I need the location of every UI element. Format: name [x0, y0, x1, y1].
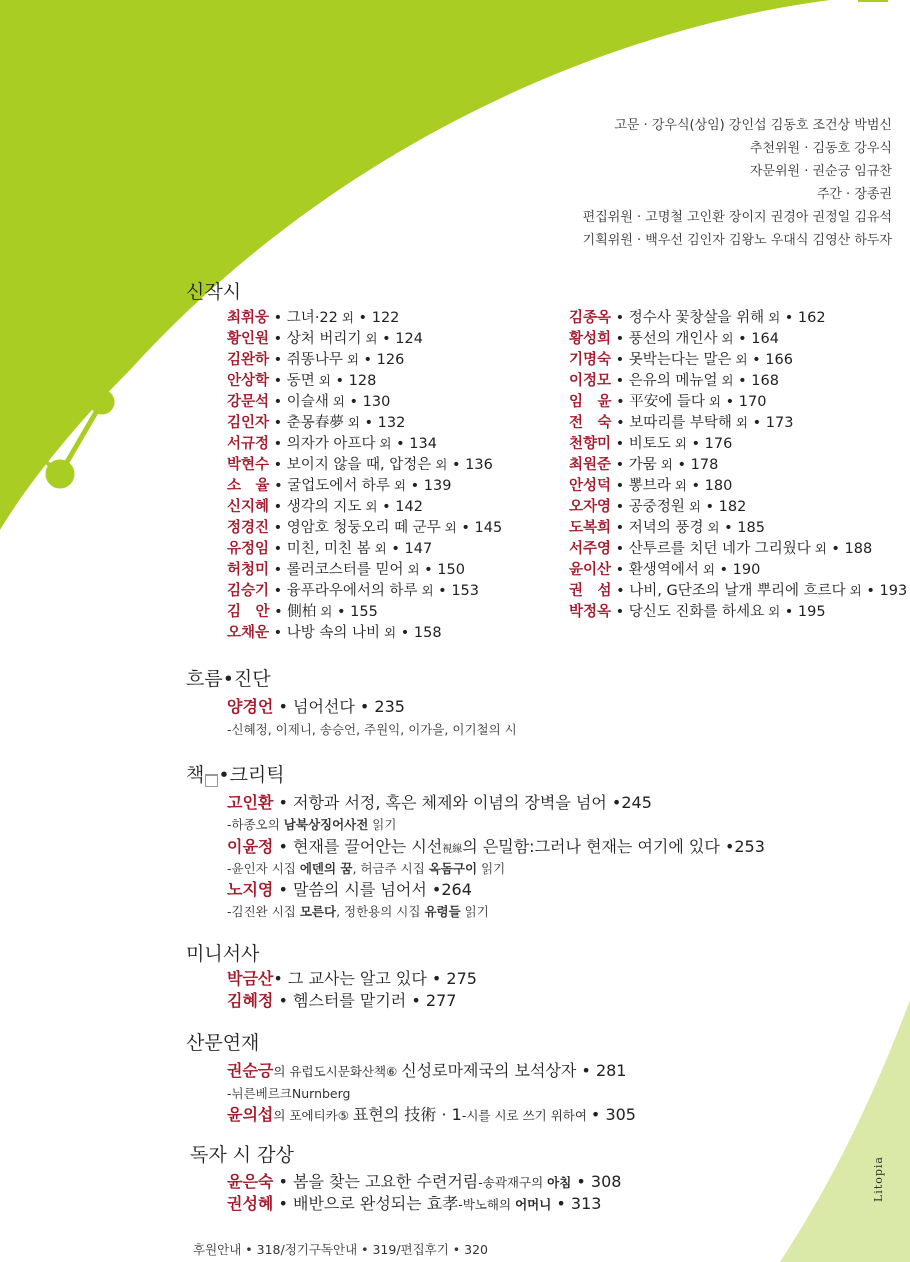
toc-entry[interactable]: [569, 370, 907, 391]
page-number: • 130: [344, 394, 391, 410]
entry-title: • 의자가 아프다: [269, 436, 376, 452]
toc-entry[interactable]: [569, 391, 907, 412]
author-name: 권순긍: [227, 1061, 274, 1080]
staff-list: [583, 114, 892, 252]
light-green-corner-shape: [780, 1000, 910, 1262]
book-title: 아침: [547, 1175, 572, 1190]
wae-label: 외: [417, 583, 434, 598]
entry-title: • 배반으로 완성되는 효孝: [273, 1194, 459, 1213]
wae-label: 외: [370, 541, 387, 556]
toc-entry[interactable]: [227, 580, 502, 601]
toc-entry[interactable]: [227, 559, 502, 580]
toc-entry[interactable]: [569, 475, 907, 496]
wae-label: 외: [380, 625, 397, 640]
entry-title: • 동면: [269, 373, 315, 389]
entry-title: • 보이지 않을 때, 압정은: [269, 457, 432, 473]
page-number: • 188: [826, 541, 873, 557]
staff-line: 자문위원 · 권순긍 임규찬: [749, 164, 892, 179]
page-number: • 124: [377, 331, 423, 347]
staff-line: 추천위원 · 김동호 강우식: [749, 141, 892, 156]
page-number: • 308: [571, 1172, 622, 1191]
toc-entry[interactable]: [569, 517, 907, 538]
author-name: 김 안: [227, 604, 270, 620]
page-number: • 173: [748, 415, 794, 431]
author-name: 도복희: [569, 520, 612, 536]
toc-entry[interactable]: [569, 307, 907, 328]
subtitle-text: , 정한용의 시집: [336, 904, 425, 919]
wae-label: 외: [361, 499, 378, 514]
toc-entry[interactable]: [227, 1169, 621, 1192]
wae-label: 외: [314, 373, 331, 388]
wae-label: 외: [670, 478, 687, 493]
author-name: 윤은숙: [227, 1172, 274, 1191]
page-number: • 155: [332, 604, 378, 620]
page-number: • 126: [358, 352, 405, 368]
page-number: • 136: [447, 457, 493, 473]
wae-label: 외: [342, 352, 359, 367]
particle: 의: [273, 1108, 290, 1123]
author-name: 김혜정: [227, 991, 274, 1010]
staff-line: 주간 · 장종권: [816, 187, 892, 202]
author-name: 최휘웅: [227, 310, 270, 326]
book-title: 에덴의 꿈: [299, 861, 353, 876]
toc-entry[interactable]: [227, 349, 502, 370]
page-number: • 134: [391, 436, 437, 452]
entry-title: • 말씀의 시를 넘어서: [273, 880, 432, 899]
wae-label: 외: [764, 310, 781, 325]
poems-right-column: [569, 307, 907, 622]
toc-entry[interactable]: [227, 694, 405, 717]
page-number: • 235: [359, 697, 405, 716]
brand-text: Litopia: [872, 1156, 885, 1202]
author-name: 박정옥: [569, 604, 612, 620]
toc-entry[interactable]: [227, 517, 502, 538]
toc-entry[interactable]: [569, 496, 907, 517]
entry-title: • 헴스터를 맡기러: [273, 991, 412, 1010]
subtitle-text: , 허금주 시집: [352, 861, 429, 876]
page-number: • 139: [406, 478, 452, 494]
page-number: • 195: [780, 604, 826, 620]
entry-title: • 쥐똥나무: [269, 352, 343, 368]
toc-entry[interactable]: [569, 538, 907, 559]
page-number: •253: [724, 837, 765, 856]
entry-subtitle-inline: -박노해의: [458, 1197, 516, 1212]
entry-title: • 저녁의 풍경: [611, 520, 704, 536]
particle: 의: [273, 1064, 290, 1079]
entry-title: • 이슬새: [269, 394, 329, 410]
wae-label: 외: [403, 562, 420, 577]
entry-title: • 풍선의 개인사: [611, 331, 718, 347]
entry-title: • 못박는다는 말은: [611, 352, 732, 368]
author-name: 전 숙: [569, 415, 612, 431]
wae-label: 외: [440, 520, 457, 535]
wae-label: 외: [343, 415, 360, 430]
section-title-prefix: 책: [186, 764, 205, 786]
entry-title: • 뽕브라: [611, 478, 671, 494]
book-title: 유령들: [424, 904, 461, 919]
toc-entry[interactable]: [227, 391, 502, 412]
entry-subtitle: [227, 902, 489, 920]
entry-title: • 側柏: [269, 604, 317, 620]
page-number: • 122: [353, 310, 400, 326]
entry-title: • 나방 속의 나비: [269, 625, 381, 641]
entry-title: • 춘몽春夢: [269, 415, 344, 431]
toc-entry[interactable]: [227, 370, 502, 391]
wae-label: 외: [704, 394, 721, 409]
author-name: 안상학: [227, 373, 270, 389]
author-name: 천향미: [569, 436, 612, 452]
page-number: • 178: [672, 457, 719, 473]
toc-entry[interactable]: [227, 1191, 601, 1214]
entry-title: • 넘어선다: [273, 697, 360, 716]
entry-title: • 생각의 지도: [269, 499, 362, 515]
page-number: • 145: [456, 520, 503, 536]
toc-entry[interactable]: [227, 988, 456, 1011]
subtitle-text: -윤인자 시집: [227, 861, 300, 876]
author-name: 신지혜: [227, 499, 270, 515]
entry-title: • 그녀·22: [269, 310, 338, 326]
page-number: • 162: [780, 310, 826, 326]
toc-entry[interactable]: [569, 580, 907, 601]
entry-title-cont: 의 은밀함:그러나 현재는 여기에 있다: [462, 837, 725, 856]
toc-entry[interactable]: [227, 538, 502, 559]
wae-label: 외: [670, 436, 687, 451]
entry-title: • 융푸라우에서의 하루: [269, 583, 418, 599]
page-number: • 281: [581, 1061, 627, 1080]
entry-title: • 보따리를 부탁해: [611, 415, 732, 431]
toc-entry[interactable]: [569, 349, 907, 370]
wae-label: 외: [337, 310, 354, 325]
subtitle-text: -김진완 시집: [227, 904, 300, 919]
author-name: 최원준: [569, 457, 612, 473]
wae-label: 외: [698, 562, 715, 577]
entry-title: 표현의 技術 · 1: [352, 1105, 462, 1124]
top-right-mark: [858, 0, 888, 2]
wae-label: 외: [717, 331, 734, 346]
author-name: 이윤정: [227, 837, 274, 856]
page-number: • 313: [551, 1194, 602, 1213]
author-name: 허청미: [227, 562, 270, 578]
toc-entry[interactable]: [569, 412, 907, 433]
author-name: 기명숙: [569, 352, 612, 368]
toc-entry[interactable]: [227, 966, 477, 989]
page-number: • 153: [433, 583, 479, 599]
page-number: • 176: [686, 436, 733, 452]
toc-entry[interactable]: [227, 790, 652, 813]
wae-label: 외: [328, 394, 345, 409]
author-name: 고인환: [227, 793, 274, 812]
wae-label: 외: [389, 478, 407, 493]
author-name: 김완하: [227, 352, 270, 368]
wae-label: 외: [731, 415, 749, 430]
toc-entry[interactable]: [227, 412, 502, 433]
author-name: 안성덕: [569, 478, 612, 494]
author-name: 노지영: [227, 880, 274, 899]
page-number: • 185: [719, 520, 765, 536]
toc-entry[interactable]: [227, 328, 502, 349]
section-title-prose: 산문연재: [186, 1032, 260, 1054]
series-name: 포에티카⑤: [289, 1108, 353, 1123]
section-title-book: 책 •크리틱: [186, 764, 285, 786]
wae-label: 외: [375, 436, 392, 451]
wae-label: 외: [717, 373, 734, 388]
toc-entry[interactable]: [569, 328, 907, 349]
author-name: 김종옥: [569, 310, 612, 326]
page-number: • 128: [330, 373, 377, 389]
author-name: 황성희: [569, 331, 612, 347]
wae-label: 외: [731, 352, 748, 367]
author-name: 김승기: [227, 583, 270, 599]
wae-label: 외: [431, 457, 448, 472]
entry-title: • 환생역에서: [611, 562, 699, 578]
wae-label: 외: [361, 331, 378, 346]
author-name: 임 윤: [569, 394, 612, 410]
entry-title: • 미친, 미친 봄: [269, 541, 371, 557]
section-title-reader: 독자 시 감상: [190, 1144, 294, 1166]
author-name: 소 율: [227, 478, 270, 494]
author-name: 서주영: [569, 541, 612, 557]
page-number: • 180: [686, 478, 733, 494]
author-name: 양경언: [227, 697, 274, 716]
author-name: 권성혜: [227, 1194, 274, 1213]
author-name: 윤의섭: [227, 1105, 274, 1124]
page-number: • 277: [411, 991, 457, 1010]
toc-entry[interactable]: [227, 1058, 626, 1081]
book-title: 어머니: [515, 1197, 552, 1212]
entry-title: • 平安에 들다: [611, 394, 705, 410]
toc-entry[interactable]: [227, 877, 472, 900]
entry-title: • 산투르를 치던 네가 그리웠다: [611, 541, 811, 557]
page-number: • 275: [431, 969, 477, 988]
poems-left-column: [227, 307, 502, 643]
author-name: 강문석: [227, 394, 270, 410]
subtitle-text: 읽기: [477, 861, 506, 876]
author-name: 정경진: [227, 520, 270, 536]
entry-title: • 롤러코스터를 믿어: [269, 562, 404, 578]
toc-entry[interactable]: [227, 475, 502, 496]
wae-label: 외: [703, 520, 720, 535]
book-title: 옥돔구이: [428, 861, 478, 876]
series-name: 유럽도시문화산책⑥: [289, 1064, 402, 1079]
entry-title: • 당신도 진화를 하세요: [611, 604, 765, 620]
entry-subtitle: -뉘른베르크Nurnberg: [227, 1086, 351, 1101]
staff-line: 고문 · 강우식(상임) 강인섭 김동호 조건상 박범신: [614, 118, 892, 133]
entry-title: • 비토도: [611, 436, 671, 452]
entry-subtitle: [227, 815, 396, 833]
wae-label: 외: [316, 604, 333, 619]
author-name: 오자영: [569, 499, 612, 515]
page-number: • 193: [861, 583, 908, 599]
entry-title: • 영암호 청둥오리 떼 군무: [269, 520, 441, 536]
wae-label: 외: [656, 457, 673, 472]
subtitle-text: 읽기: [368, 817, 397, 832]
entry-title: • 굴업도에서 하루: [269, 478, 390, 494]
entry-subtitle: -신혜정, 이제니, 송승언, 주원익, 이가을, 이기철의 시: [227, 722, 517, 737]
entry-title: • 공중정원: [611, 499, 685, 515]
toc-entry[interactable]: [569, 433, 907, 454]
page-number: • 164: [733, 331, 779, 347]
page-number: • 166: [747, 352, 793, 368]
toc-entry[interactable]: [227, 1102, 636, 1125]
author-name: 황인원: [227, 331, 270, 347]
footer-links: 후원안내 • 318/정기구독안내 • 319/편집후기 • 320: [193, 1242, 489, 1257]
author-name: 유정임: [227, 541, 270, 557]
page-number: • 147: [386, 541, 433, 557]
subtitle-text: -하종오의: [227, 817, 284, 832]
section-title-flow: 흐름•진단: [186, 668, 271, 690]
hanja-text: 視線: [442, 844, 463, 855]
section-title-mini: 미니서사: [186, 943, 260, 965]
toc-entry[interactable]: [227, 454, 502, 475]
book-title: 남북상징어사전: [283, 817, 369, 832]
entry-subtitle-inline: -시를 시로 쓰기 위하여: [461, 1108, 591, 1123]
entry-subtitle: [227, 859, 505, 877]
author-name: 이정모: [569, 373, 612, 389]
entry-title: • 가뭄: [611, 457, 657, 473]
page-number: • 132: [359, 415, 406, 431]
toc-entry[interactable]: [227, 834, 765, 857]
toc-entry[interactable]: [569, 601, 907, 622]
section-title-poems: 신작시: [186, 281, 242, 303]
author-name: 박현수: [227, 457, 270, 473]
book-title: 모른다: [299, 904, 337, 919]
toc-entry[interactable]: [569, 454, 907, 475]
entry-title: • 나비, G단조의 날개 뿌리에 흐르다: [611, 583, 846, 599]
wae-label: 외: [845, 583, 862, 598]
author-name: 김인자: [227, 415, 270, 431]
entry-title: • 정수사 꽃창살을 위해: [611, 310, 765, 326]
entry-title: • 봄을 찾는 고요한 수련거림: [273, 1172, 479, 1191]
section-title-suffix: 크리틱: [229, 764, 285, 786]
entry-title: • 현재를 끌어안는 시선: [273, 837, 443, 856]
page-number: • 182: [700, 499, 747, 515]
author-name: 윤이산: [569, 562, 612, 578]
page-number: • 150: [419, 562, 465, 578]
page-number: • 158: [396, 625, 442, 641]
toc-entry[interactable]: [227, 622, 502, 643]
page-number: •264: [431, 880, 472, 899]
page-number: • 168: [733, 373, 779, 389]
entry-title: • 저항과 서정, 혹은 체제와 이념의 장벽을 넘어: [273, 793, 612, 812]
toc-entry[interactable]: [227, 433, 502, 454]
page-number: • 170: [720, 394, 767, 410]
toc-entry[interactable]: [227, 496, 502, 517]
page-number: • 142: [377, 499, 423, 515]
entry-title: • 은유의 메뉴얼: [611, 373, 718, 389]
wae-label: 외: [764, 604, 781, 619]
wae-label: 외: [684, 499, 701, 514]
author-name: 오채운: [227, 625, 270, 641]
entry-subtitle-inline: -송곽재구의: [478, 1175, 548, 1190]
author-name: 박금산: [227, 969, 274, 988]
wae-label: 외: [810, 541, 827, 556]
author-name: 권 섬: [569, 583, 612, 599]
toc-entry[interactable]: [227, 307, 502, 328]
author-name: 서규정: [227, 436, 270, 452]
toc-entry[interactable]: [569, 559, 907, 580]
toc-entry[interactable]: [227, 601, 502, 622]
entry-title: • 그 교사는 알고 있다: [273, 969, 432, 988]
entry-title: 신성로마제국의 보석상자: [401, 1061, 582, 1080]
subtitle-text: 읽기: [460, 904, 489, 919]
book-icon: [205, 774, 218, 787]
entry-title: • 상처 버리기: [269, 331, 362, 347]
page-number: • 305: [590, 1105, 636, 1124]
page-number: • 190: [714, 562, 761, 578]
staff-line: 기획위원 · 백우선 김인자 김왕노 우대식 김영산 하두자: [582, 233, 892, 248]
page-number: •245: [611, 793, 652, 812]
staff-line: 편집위원 · 고명철 고인환 장이지 권경아 권정일 김유석: [582, 210, 892, 225]
